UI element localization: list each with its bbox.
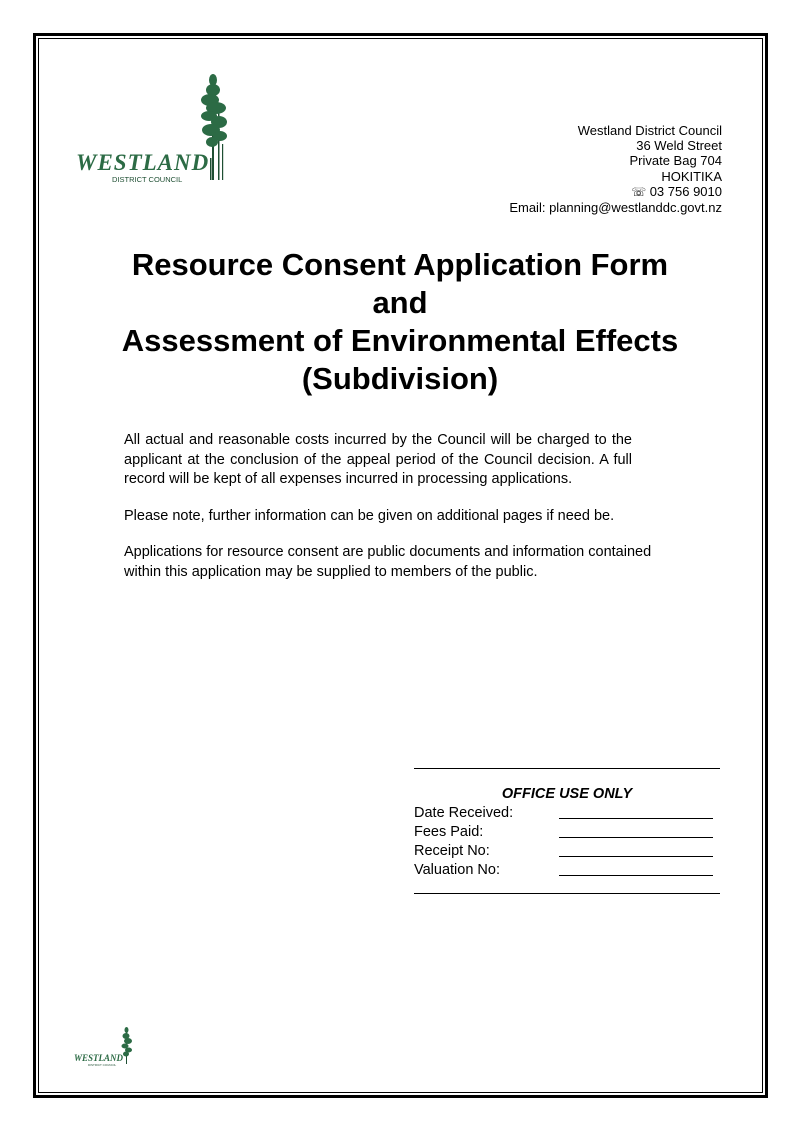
address-block (509, 123, 722, 215)
title-line-2: and (372, 285, 428, 320)
tree-icon (122, 1027, 133, 1064)
title-line-3: Assessment of Environmental Effects (121, 323, 679, 358)
westland-logo-small (74, 1026, 134, 1068)
logo-wordmark: WESTLAND (74, 1053, 124, 1063)
office-field-fees-paid (414, 823, 720, 842)
westland-logo (74, 72, 230, 188)
office-field-date-received (414, 804, 720, 823)
logo-wordmark: WESTLAND (76, 150, 210, 175)
telephone-icon: ☏ (631, 184, 647, 199)
field-label: Receipt No: (414, 843, 490, 859)
office-field-receipt-no (414, 842, 720, 861)
office-use-heading: OFFICE USE ONLY (501, 786, 633, 802)
office-bottom-rule (414, 893, 720, 894)
street: 36 Weld Street (636, 138, 722, 154)
email-label: Email: (509, 200, 546, 216)
field-label: Fees Paid: (414, 824, 484, 840)
office-use-block (414, 768, 720, 894)
field-label: Valuation No: (414, 862, 500, 878)
postal-address: Private Bag 704 (629, 153, 722, 169)
title-line-4: (Subdivision) (301, 361, 499, 396)
date-received-blank[interactable] (559, 804, 713, 819)
body-text (124, 431, 652, 599)
field-label: Date Received: (414, 805, 514, 821)
costs-paragraph: All actual and reasonable costs incurred by the Council will be charged to the applicant at the conclusion of the appeal period of the Council decision. A full record will be kept of all expenses incurred in processing applications. (124, 432, 632, 487)
office-field-valuation-no (414, 861, 720, 880)
document-title (60, 246, 740, 398)
logo-subtitle: DISTRICT COUNCIL (112, 175, 183, 184)
further-info-paragraph: Please note, further information can be given on additional pages if need be. (124, 507, 615, 524)
public-documents-paragraph: Applications for resource consent are public documents and information contained within this application may be supplied to members of the public. (124, 544, 652, 580)
receipt-no-blank[interactable] (559, 842, 713, 857)
town: HOKITIKA (661, 168, 722, 184)
title-line-1: Resource Consent Application Form (131, 247, 669, 282)
office-top-rule (414, 768, 720, 769)
logo-subtitle: DISTRICT COUNCIL (88, 1063, 117, 1067)
phone-number: 03 756 9010 (649, 183, 722, 199)
org-name: Westland District Council (577, 123, 722, 138)
email-line (509, 200, 722, 215)
valuation-no-blank[interactable] (559, 861, 713, 876)
email-address[interactable]: planning@westlanddc.govt.nz (549, 200, 722, 216)
phone-line (509, 184, 722, 200)
fees-paid-blank[interactable] (559, 823, 713, 838)
